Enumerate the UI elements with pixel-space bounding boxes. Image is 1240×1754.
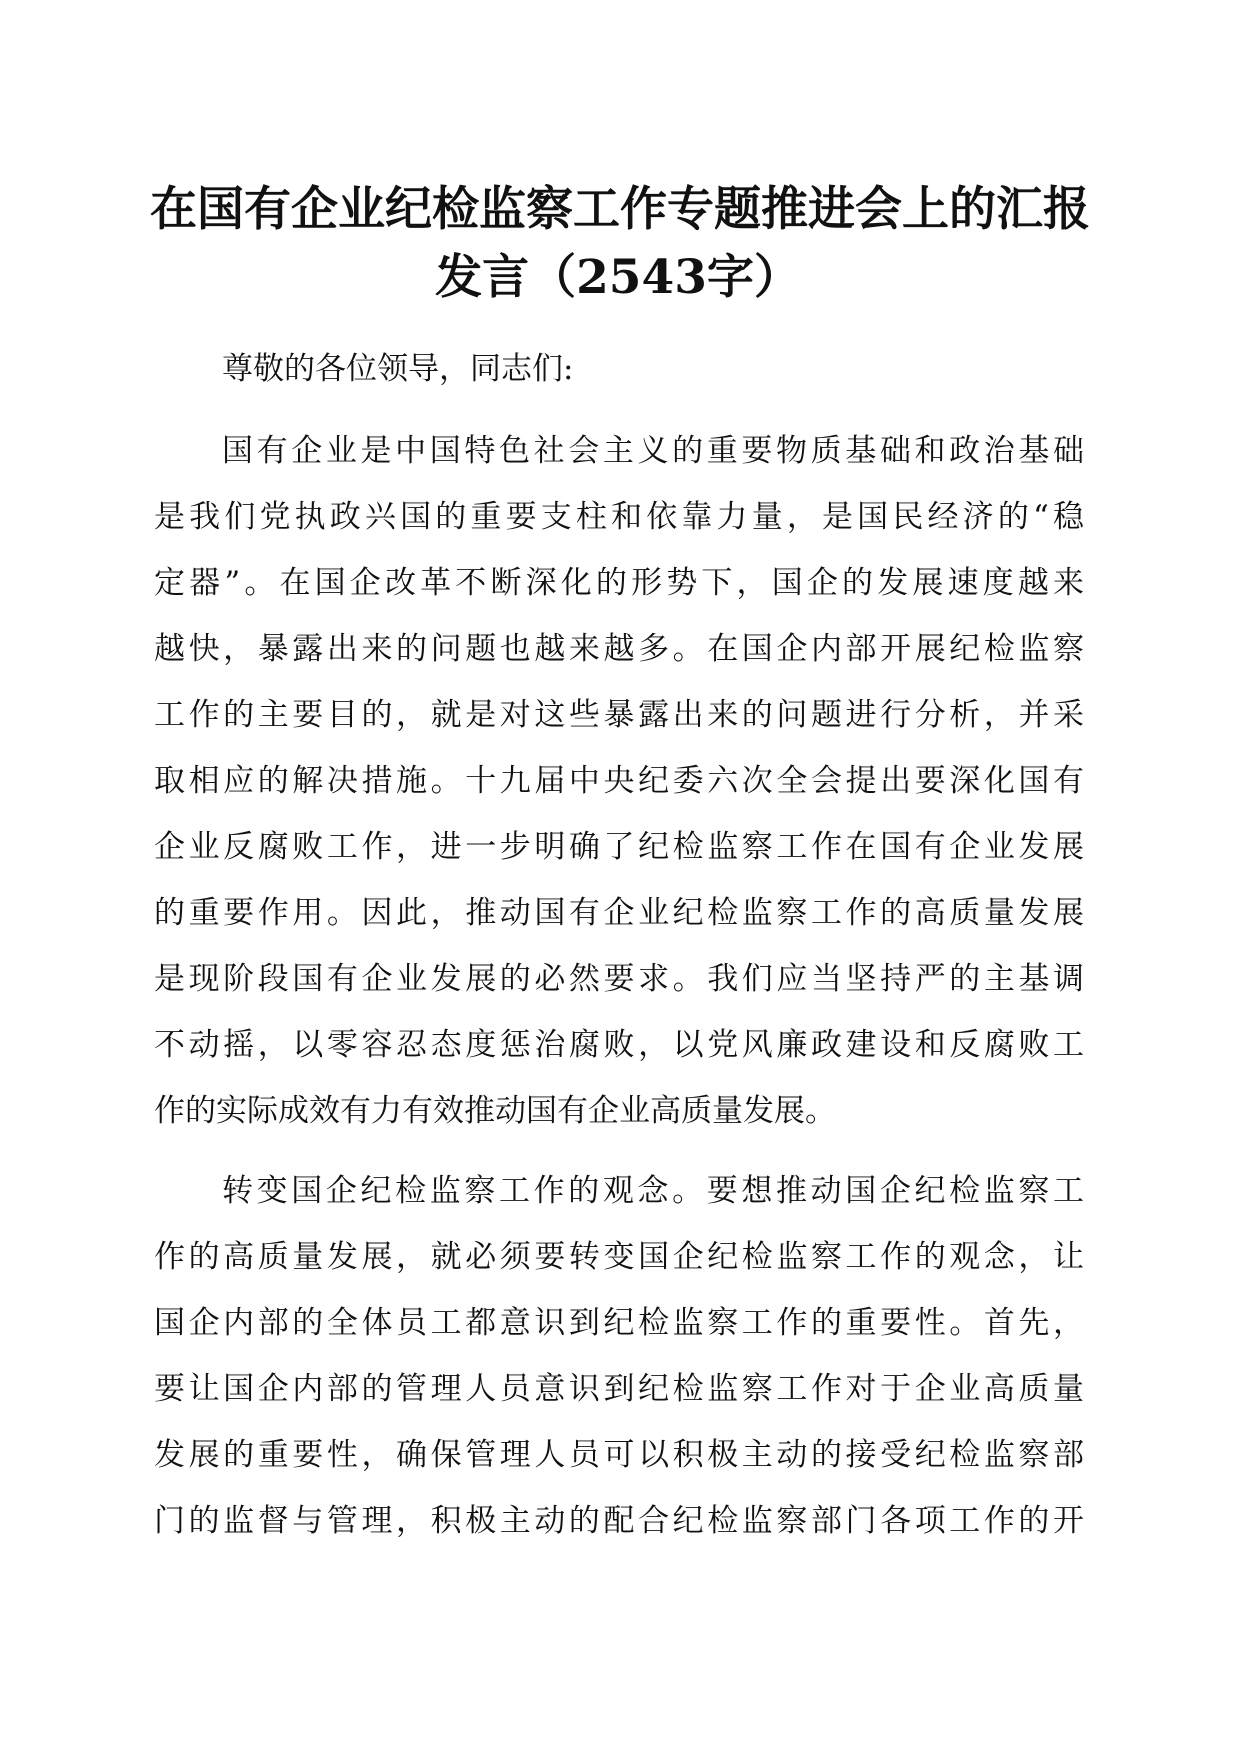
paragraph-line: 转变国企纪检监察工作的观念。要想推动国企纪检监察工 (222, 1173, 1084, 1209)
paragraph-line: 国企内部的全体员工都意识到纪检监察工作的重要性。首先， (154, 1305, 1084, 1341)
paragraph-line: 取相应的解决措施。十九届中央纪委六次全会提出要深化国有 (154, 763, 1084, 799)
salutation: 尊敬的各位领导，同志们: (222, 351, 574, 387)
paragraph-line: 越快，暴露出来的问题也越来越多。在国企内部开展纪检监察 (154, 631, 1084, 667)
paragraph-line: 是现阶段国有企业发展的必然要求。我们应当坚持严的主基调 (154, 961, 1084, 997)
paragraph-line: 的重要作用。因此，推动国有企业纪检监察工作的高质量发展 (154, 895, 1084, 931)
paragraph-line: 要让国企内部的管理人员意识到纪检监察工作对于企业高质量 (154, 1371, 1084, 1407)
paragraph-line: 发展的重要性，确保管理人员可以积极主动的接受纪检监察部 (154, 1437, 1084, 1473)
paragraph-line: 门的监督与管理，积极主动的配合纪检监察部门各项工作的开 (154, 1503, 1084, 1539)
title-line-2: 发言（2543字） (435, 250, 801, 305)
paragraph-line: 作的实际成效有力有效推动国有企业高质量发展。 (154, 1093, 836, 1129)
paragraph-1 (154, 418, 1084, 1144)
paragraph-line: 定器”。在国企改革不断深化的形势下，国企的发展速度越来 (154, 565, 1084, 601)
paragraph-line: 企业反腐败工作，进一步明确了纪检监察工作在国有企业发展 (154, 829, 1084, 865)
paragraph-line: 是我们党执政兴国的重要支柱和依靠力量，是国民经济的“稳 (154, 499, 1084, 535)
paragraph-line: 作的高质量发展，就必须要转变国企纪检监察工作的观念，让 (154, 1239, 1084, 1275)
title-line-1: 在国有企业纪检监察工作专题推进会上的汇报 (150, 182, 1090, 237)
paragraph-2 (154, 1158, 1084, 1554)
paragraph-line: 不动摇，以零容忍态度惩治腐败，以党风廉政建设和反腐败工 (154, 1027, 1084, 1063)
document-title (150, 176, 1090, 312)
paragraph-line: 工作的主要目的，就是对这些暴露出来的问题进行分析，并采 (154, 697, 1084, 733)
paragraph-line: 国有企业是中国特色社会主义的重要物质基础和政治基础 (222, 433, 1084, 469)
